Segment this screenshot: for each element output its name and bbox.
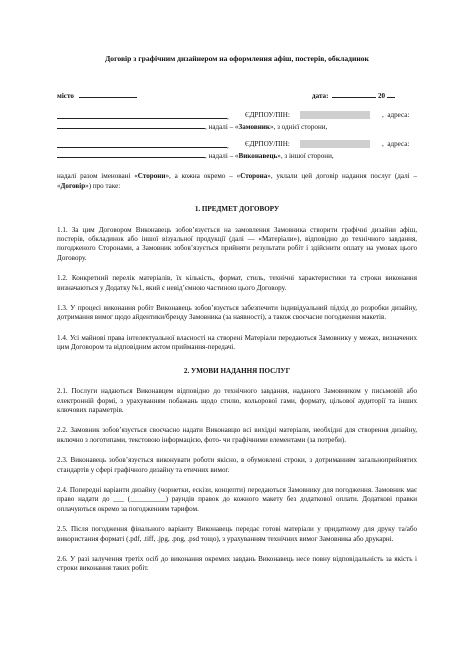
customer-tail-suffix: », з однієї сторони, [269, 123, 328, 132]
date-field[interactable] [332, 90, 376, 98]
customer-role: Замовник [238, 123, 270, 132]
customer-address-label: адреса: [387, 111, 410, 120]
contractor-edrpou-label: ЄДРПОУ/ПІН: [245, 140, 290, 149]
clause-2-6: 2.6. У разі залучення третіх осіб до виконання окремих завдань Виконавець несе повну відповідальність за якість і строки виконання таких робіт. [57, 554, 417, 573]
document-title: Договір з графічним дизайнером на оформлення афіш, постерів, обкладинок [105, 54, 369, 63]
customer-name-field[interactable] [57, 111, 227, 119]
intro-term-contract: Договір [60, 181, 86, 190]
customer-edrpou-field[interactable] [300, 111, 370, 119]
intro-paragraph [57, 172, 417, 191]
clause-2-5: 2.5. Після погодження фінального варіанту Виконавець передає готові матеріали у придатному для друку та/або використання форматі (.pdf, .tiff, .jpg, .png, .psd тощо), з урахуванням технічних вимог Замовника або друкарні. [57, 525, 417, 543]
contractor-name-field[interactable] [57, 140, 227, 148]
intro-term-party: Сторона [240, 172, 268, 181]
revision-rounds-blank[interactable]: __________ [130, 495, 166, 504]
clause-1-4: 1.4. Усі майнові права інтелектуальної власності на створені Матеріали передаються Замовнику у межах, визначених цим Договором та відповідним актом приймання-передачі. [57, 333, 417, 352]
contractor-role: Виконавець [238, 152, 278, 161]
intro-text-1: надалі разом іменовані « [57, 172, 138, 181]
clause-1-1: 1.1. За цим Договором Виконавець зобов’язується на замовлення Замовника створити графічні дизайни афіш, постерів, обкладинок або іншої візуальної продукції (далі — «Матеріали»), відповідно до технічного завдання, погодженого Сторонами, а Замовник зобов’язується прийняти результати робіт і здійснити оплату на умовах цього Договору. [57, 225, 417, 262]
date-year: 20 [378, 92, 386, 101]
customer-tail-prefix: , надалі – « [205, 123, 239, 132]
place-label: місто [57, 92, 74, 101]
clause-1-2: 1.2. Конкретний перелік матеріалів, їх кількість, формат, стиль, технічні характеристики та строки виконання визначаються у Додатку №1, який є невід’ємною частиною цього Договору. [57, 274, 417, 292]
clause-2-2: 2.2. Замовник зобов’язується своєчасно надати Виконавцю всі вихідні матеріали, необхідні для створення дизайну, включно з логотипами, текстовою інформацією, фото- чи графічними елементами (за потреби). [57, 426, 417, 444]
customer-edrpou-label: ЄДРПОУ/ПІН: [245, 111, 290, 120]
contractor-address-label: адреса: [387, 140, 410, 149]
clause-2-4-text-a: 2.4. Попередні варіанти дизайну (чорнетки, ескізи, концепти) передаються Замовнику для погодження. Замовник має право надати до ___ ( [57, 485, 417, 504]
date-label: дата: [312, 92, 329, 101]
clause-2-1: 2.1. Послуги надаються Виконавцем відповідно до технічного завдання, наданого Замовником у письмовій або електронній формі, з урахуванням побажань щодо стилю, кольорової гами, формату, цільової аудиторії та інших ключових параметрів. [57, 387, 417, 414]
section-1-heading: 1. ПРЕДМЕТ ДОГОВОРУ [194, 205, 280, 214]
intro-text-4: ») про таке: [85, 181, 121, 190]
contractor-tail-prefix: , надалі – « [205, 152, 239, 161]
intro-text-3: », уклали цей договір надання послуг (далі – « [57, 172, 417, 190]
intro-term-parties: Сторони [137, 172, 166, 181]
date-year-field[interactable] [387, 90, 395, 98]
clause-2-4-text-b: ) раундів правок до кожного макету без додаткової оплати. Додаткові правки оплачуються окремо за погодженням тарифом. [57, 495, 417, 513]
place-field[interactable] [79, 90, 137, 98]
party-contractor: , ЄДРПОУ/ПІН: , адреса: , надалі – «Виконавець», з іншої сторони, [57, 140, 417, 160]
clause-2-4 [57, 486, 417, 514]
intro-text-2: », а кожна окремо – « [165, 172, 241, 181]
customer-address-field[interactable] [57, 121, 205, 129]
contractor-edrpou-field[interactable] [300, 140, 370, 148]
place-date-row [57, 90, 417, 100]
contractor-address-field[interactable] [57, 150, 205, 158]
party-customer: , ЄДРПОУ/ПІН: , адреса: , надалі – «Замовник», з однієї сторони, [57, 111, 417, 131]
clause-2-3: 2.3. Виконавець зобов’язується виконувати роботи якісно, в обумовлені строки, з дотриманням загальноприйнятих стандартів у сфері графічного дизайну та етичних вимог. [57, 456, 417, 474]
contractor-tail-suffix: », з іншої сторони, [277, 152, 334, 161]
section-2-heading: 2. УМОВИ НАДАННЯ ПОСЛУГ [183, 366, 291, 375]
clause-1-3: 1.3. У процесі виконання робіт Виконавець зобов’язується забезпечити індивідуальний підхід до розробки дизайну, дотримання вимог щодо айдентики/бренду Замовника (за наявності), а також своєчасне погодження макетів. [57, 304, 417, 322]
